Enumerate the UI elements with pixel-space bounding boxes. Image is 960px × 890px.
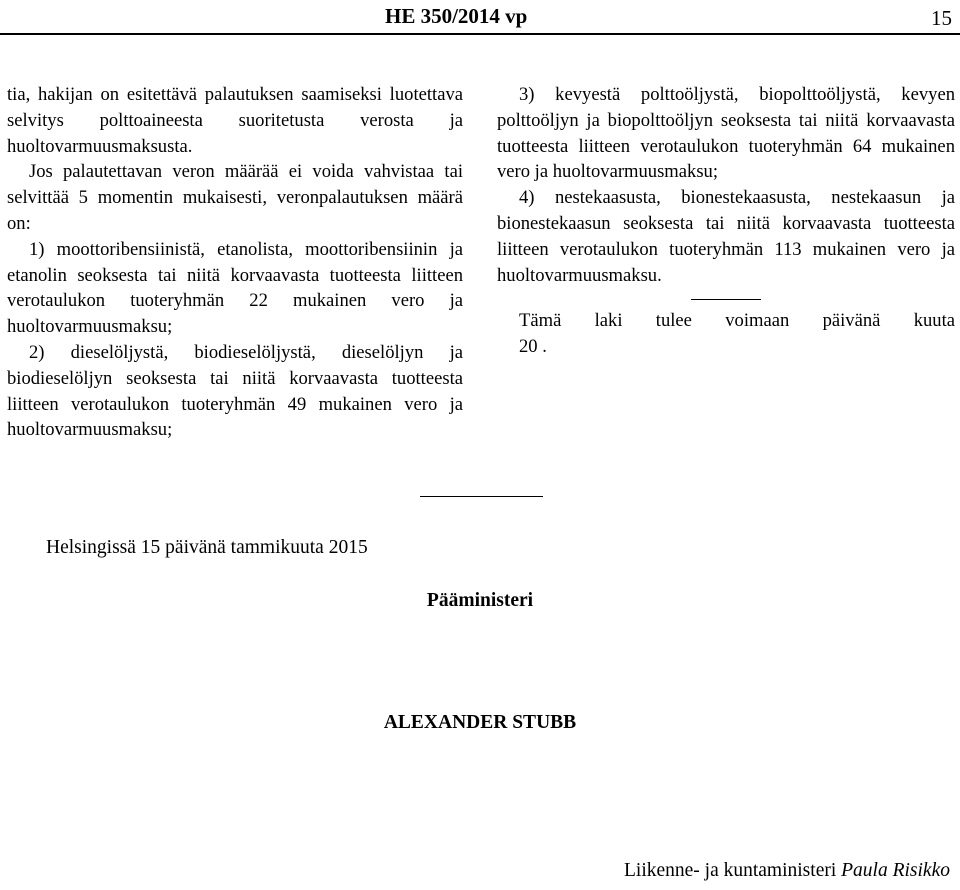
clause-day-word: päivänä [822, 310, 881, 332]
clause-text: Tämä laki tulee voimaan [519, 310, 790, 332]
place-and-date: Helsingissä 15 päivänä tammikuuta 2015 [46, 537, 368, 558]
prime-minister-title: Pääministeri [426, 590, 534, 611]
header-rule [0, 33, 960, 35]
list-item: 3) kevyestä polttoöljystä, biopolttoöljystä, kevyen polttoöljyn ja biopolttoöljyn seoksesta tai niitä korvaavasta tuotteesta liitteen verotaulukon tuoteryhmän 64 mukainen vero ja huoltovarmuusmaksu; [497, 84, 955, 183]
signature-divider [420, 496, 543, 497]
right-column [497, 82, 955, 360]
paragraph: tia, hakijan on esitettävä palautuksen saamiseksi luotettava selvitys polttoaineesta suoritetusta verosta ja huoltovarmuusmaksusta. [7, 84, 463, 157]
clause-month-word: kuuta [913, 310, 955, 332]
page-header [0, 4, 960, 34]
section-divider [691, 299, 761, 300]
clause-year: 20 . [519, 336, 547, 358]
paragraph: Jos palautettavan veron määrää ei voida vahvistaa tai selvittää 5 momentin mukaisesti, veronpalautuksen määrä on: [7, 161, 463, 234]
minister-name: Paula Risikko [841, 860, 950, 881]
list-item: 2) dieselöljystä, biodieselöljystä, dieselöljyn ja biodieselöljyn seoksesta tai niitä korvaavasta tuotteesta liitteen verotaulukon tuoteryhmän 49 mukainen vero ja huoltovarmuusmaksu; [7, 341, 463, 441]
entry-into-force-clause [497, 308, 955, 334]
list-item: 4) nestekaasusta, bionestekaasusta, nestekaasun ja bionestekaasun seoksesta tai niitä korvaavasta tuotteesta liitteen verotaulukon tuoteryhmän 113 mukainen vero ja huoltovarmuusmaksu. [497, 187, 955, 286]
minister-title: Liikenne- ja kuntaministeri [623, 860, 837, 881]
document-id: HE 350/2014 vp [385, 4, 528, 28]
left-column [7, 82, 463, 443]
minister-signature [624, 860, 950, 882]
page-number: 15 [931, 6, 952, 30]
prime-minister-name: ALEXANDER STUBB [383, 712, 577, 733]
list-item: 1) moottoribensiinistä, etanolista, moottoribensiinin ja etanolin seoksesta tai niitä korvaavasta tuotteesta liitteen verotaulukon tuoteryhmän 22 mukainen vero ja huoltovarmuusmaksu; [7, 238, 463, 338]
